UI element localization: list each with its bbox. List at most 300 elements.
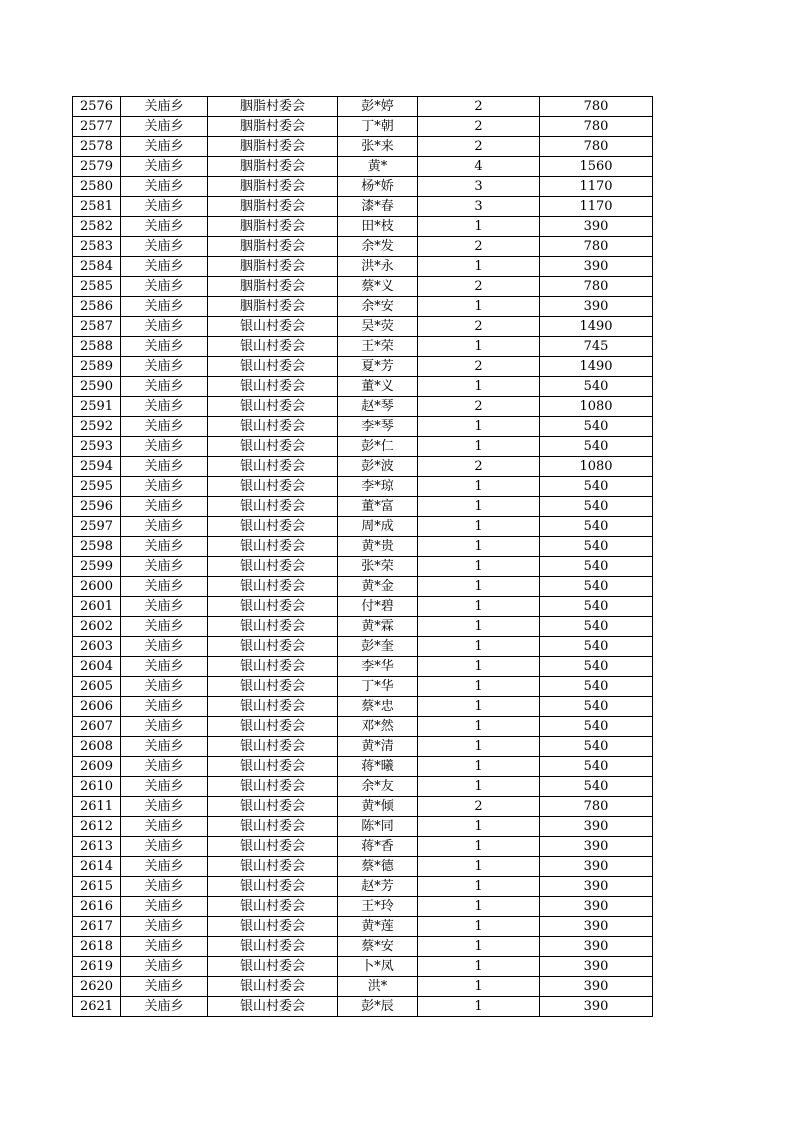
cell-village-committee: 胭脂村委会 xyxy=(208,117,338,137)
cell-amount: 540 xyxy=(540,517,653,537)
cell-count: 1 xyxy=(418,577,540,597)
cell-village-committee: 银山村委会 xyxy=(208,577,338,597)
cell-serial-number: 2603 xyxy=(73,637,121,657)
cell-count: 1 xyxy=(418,837,540,857)
cell-name: 黄*倾 xyxy=(338,797,418,817)
cell-name: 王*荣 xyxy=(338,337,418,357)
cell-serial-number: 2621 xyxy=(73,997,121,1017)
cell-village-committee: 银山村委会 xyxy=(208,857,338,877)
cell-name: 黄* xyxy=(338,157,418,177)
cell-village-committee: 银山村委会 xyxy=(208,897,338,917)
cell-village-committee: 胭脂村委会 xyxy=(208,217,338,237)
cell-village-committee: 银山村委会 xyxy=(208,997,338,1017)
cell-name: 蔡*义 xyxy=(338,277,418,297)
cell-serial-number: 2586 xyxy=(73,297,121,317)
cell-township: 关庙乡 xyxy=(121,957,208,977)
cell-name: 张*荣 xyxy=(338,557,418,577)
cell-township: 关庙乡 xyxy=(121,437,208,457)
table-row xyxy=(73,777,653,797)
cell-township: 关庙乡 xyxy=(121,397,208,417)
cell-serial-number: 2578 xyxy=(73,137,121,157)
cell-village-committee: 银山村委会 xyxy=(208,737,338,757)
table-row xyxy=(73,157,653,177)
cell-serial-number: 2597 xyxy=(73,517,121,537)
cell-village-committee: 胭脂村委会 xyxy=(208,197,338,217)
cell-count: 1 xyxy=(418,257,540,277)
table-row xyxy=(73,737,653,757)
cell-amount: 390 xyxy=(540,897,653,917)
cell-amount: 1080 xyxy=(540,397,653,417)
cell-township: 关庙乡 xyxy=(121,157,208,177)
cell-count: 1 xyxy=(418,377,540,397)
cell-amount: 390 xyxy=(540,857,653,877)
cell-amount: 540 xyxy=(540,437,653,457)
cell-township: 关庙乡 xyxy=(121,897,208,917)
cell-serial-number: 2607 xyxy=(73,717,121,737)
cell-count: 1 xyxy=(418,897,540,917)
table-row xyxy=(73,937,653,957)
cell-name: 王*玲 xyxy=(338,897,418,917)
table-row xyxy=(73,377,653,397)
cell-amount: 1490 xyxy=(540,317,653,337)
cell-count: 1 xyxy=(418,557,540,577)
cell-name: 蔡*忠 xyxy=(338,697,418,717)
cell-serial-number: 2614 xyxy=(73,857,121,877)
cell-count: 2 xyxy=(418,317,540,337)
cell-name: 董*义 xyxy=(338,377,418,397)
cell-village-committee: 银山村委会 xyxy=(208,677,338,697)
cell-amount: 540 xyxy=(540,697,653,717)
cell-serial-number: 2612 xyxy=(73,817,121,837)
cell-count: 1 xyxy=(418,717,540,737)
cell-serial-number: 2619 xyxy=(73,957,121,977)
cell-township: 关庙乡 xyxy=(121,517,208,537)
table-row xyxy=(73,177,653,197)
cell-name: 丁*华 xyxy=(338,677,418,697)
cell-serial-number: 2608 xyxy=(73,737,121,757)
cell-village-committee: 银山村委会 xyxy=(208,717,338,737)
table-row xyxy=(73,357,653,377)
cell-count: 2 xyxy=(418,277,540,297)
cell-village-committee: 银山村委会 xyxy=(208,797,338,817)
cell-township: 关庙乡 xyxy=(121,237,208,257)
cell-village-committee: 银山村委会 xyxy=(208,937,338,957)
cell-name: 黄*清 xyxy=(338,737,418,757)
cell-name: 余*安 xyxy=(338,297,418,317)
cell-amount: 540 xyxy=(540,417,653,437)
data-table xyxy=(72,96,653,1017)
table-row xyxy=(73,97,653,117)
cell-serial-number: 2610 xyxy=(73,777,121,797)
table-row xyxy=(73,797,653,817)
cell-amount: 780 xyxy=(540,97,653,117)
cell-serial-number: 2588 xyxy=(73,337,121,357)
cell-village-committee: 银山村委会 xyxy=(208,637,338,657)
cell-amount: 1170 xyxy=(540,197,653,217)
cell-serial-number: 2615 xyxy=(73,877,121,897)
cell-township: 关庙乡 xyxy=(121,877,208,897)
cell-amount: 390 xyxy=(540,997,653,1017)
cell-serial-number: 2609 xyxy=(73,757,121,777)
cell-township: 关庙乡 xyxy=(121,317,208,337)
cell-name: 赵*芳 xyxy=(338,877,418,897)
cell-township: 关庙乡 xyxy=(121,637,208,657)
cell-name: 洪* xyxy=(338,977,418,997)
cell-serial-number: 2577 xyxy=(73,117,121,137)
table-row xyxy=(73,457,653,477)
cell-count: 1 xyxy=(418,217,540,237)
cell-name: 陈*同 xyxy=(338,817,418,837)
cell-township: 关庙乡 xyxy=(121,937,208,957)
cell-serial-number: 2583 xyxy=(73,237,121,257)
cell-count: 3 xyxy=(418,197,540,217)
cell-amount: 540 xyxy=(540,597,653,617)
cell-name: 蒋*香 xyxy=(338,837,418,857)
cell-amount: 540 xyxy=(540,677,653,697)
table-row xyxy=(73,417,653,437)
cell-name: 余*发 xyxy=(338,237,418,257)
cell-count: 1 xyxy=(418,757,540,777)
cell-village-committee: 银山村委会 xyxy=(208,957,338,977)
cell-village-committee: 胭脂村委会 xyxy=(208,257,338,277)
cell-village-committee: 银山村委会 xyxy=(208,517,338,537)
cell-village-committee: 银山村委会 xyxy=(208,417,338,437)
table-row xyxy=(73,257,653,277)
cell-count: 1 xyxy=(418,857,540,877)
table-body xyxy=(73,97,653,1017)
cell-amount: 1490 xyxy=(540,357,653,377)
table-row xyxy=(73,997,653,1017)
cell-serial-number: 2594 xyxy=(73,457,121,477)
cell-serial-number: 2618 xyxy=(73,937,121,957)
cell-village-committee: 胭脂村委会 xyxy=(208,177,338,197)
cell-amount: 540 xyxy=(540,617,653,637)
cell-amount: 780 xyxy=(540,117,653,137)
cell-village-committee: 银山村委会 xyxy=(208,477,338,497)
cell-name: 黄*霖 xyxy=(338,617,418,637)
cell-count: 1 xyxy=(418,657,540,677)
cell-name: 董*富 xyxy=(338,497,418,517)
cell-count: 2 xyxy=(418,137,540,157)
cell-count: 1 xyxy=(418,937,540,957)
cell-count: 1 xyxy=(418,977,540,997)
cell-serial-number: 2604 xyxy=(73,657,121,677)
cell-village-committee: 银山村委会 xyxy=(208,597,338,617)
cell-township: 关庙乡 xyxy=(121,557,208,577)
cell-serial-number: 2576 xyxy=(73,97,121,117)
cell-serial-number: 2590 xyxy=(73,377,121,397)
cell-amount: 540 xyxy=(540,637,653,657)
cell-amount: 540 xyxy=(540,477,653,497)
table-row xyxy=(73,977,653,997)
cell-serial-number: 2600 xyxy=(73,577,121,597)
cell-village-committee: 银山村委会 xyxy=(208,457,338,477)
table-row xyxy=(73,497,653,517)
cell-count: 1 xyxy=(418,537,540,557)
cell-name: 付*碧 xyxy=(338,597,418,617)
cell-count: 1 xyxy=(418,617,540,637)
table-row xyxy=(73,817,653,837)
cell-serial-number: 2602 xyxy=(73,617,121,637)
cell-count: 1 xyxy=(418,817,540,837)
cell-township: 关庙乡 xyxy=(121,97,208,117)
cell-count: 1 xyxy=(418,697,540,717)
data-table-container xyxy=(72,96,653,1017)
cell-name: 李*华 xyxy=(338,657,418,677)
cell-village-committee: 银山村委会 xyxy=(208,337,338,357)
cell-village-committee: 银山村委会 xyxy=(208,537,338,557)
cell-serial-number: 2611 xyxy=(73,797,121,817)
cell-name: 余*友 xyxy=(338,777,418,797)
cell-count: 1 xyxy=(418,597,540,617)
cell-serial-number: 2581 xyxy=(73,197,121,217)
table-row xyxy=(73,537,653,557)
cell-village-committee: 银山村委会 xyxy=(208,697,338,717)
cell-name: 黄*金 xyxy=(338,577,418,597)
cell-count: 2 xyxy=(418,97,540,117)
cell-amount: 390 xyxy=(540,217,653,237)
cell-count: 1 xyxy=(418,437,540,457)
cell-village-committee: 胭脂村委会 xyxy=(208,97,338,117)
table-row xyxy=(73,137,653,157)
cell-count: 1 xyxy=(418,637,540,657)
cell-count: 1 xyxy=(418,497,540,517)
cell-township: 关庙乡 xyxy=(121,217,208,237)
cell-village-committee: 银山村委会 xyxy=(208,817,338,837)
table-row xyxy=(73,277,653,297)
cell-amount: 540 xyxy=(540,497,653,517)
table-row xyxy=(73,717,653,737)
table-row xyxy=(73,217,653,237)
table-row xyxy=(73,677,653,697)
table-row xyxy=(73,517,653,537)
cell-name: 卜*凤 xyxy=(338,957,418,977)
cell-count: 1 xyxy=(418,777,540,797)
cell-serial-number: 2620 xyxy=(73,977,121,997)
cell-amount: 1170 xyxy=(540,177,653,197)
cell-township: 关庙乡 xyxy=(121,117,208,137)
cell-name: 李*琴 xyxy=(338,417,418,437)
table-row xyxy=(73,657,653,677)
table-row xyxy=(73,317,653,337)
table-row xyxy=(73,697,653,717)
cell-township: 关庙乡 xyxy=(121,977,208,997)
cell-count: 2 xyxy=(418,237,540,257)
cell-count: 1 xyxy=(418,957,540,977)
table-row xyxy=(73,837,653,857)
cell-village-committee: 胭脂村委会 xyxy=(208,277,338,297)
cell-village-committee: 银山村委会 xyxy=(208,377,338,397)
cell-township: 关庙乡 xyxy=(121,357,208,377)
cell-village-committee: 银山村委会 xyxy=(208,357,338,377)
cell-amount: 540 xyxy=(540,537,653,557)
cell-township: 关庙乡 xyxy=(121,757,208,777)
cell-serial-number: 2579 xyxy=(73,157,121,177)
cell-township: 关庙乡 xyxy=(121,617,208,637)
cell-count: 1 xyxy=(418,677,540,697)
cell-township: 关庙乡 xyxy=(121,777,208,797)
table-row xyxy=(73,857,653,877)
cell-village-committee: 银山村委会 xyxy=(208,757,338,777)
cell-serial-number: 2599 xyxy=(73,557,121,577)
table-row xyxy=(73,877,653,897)
cell-amount: 780 xyxy=(540,277,653,297)
cell-amount: 390 xyxy=(540,957,653,977)
cell-village-committee: 银山村委会 xyxy=(208,657,338,677)
cell-township: 关庙乡 xyxy=(121,257,208,277)
cell-serial-number: 2606 xyxy=(73,697,121,717)
cell-serial-number: 2591 xyxy=(73,397,121,417)
cell-name: 黄*贵 xyxy=(338,537,418,557)
cell-serial-number: 2605 xyxy=(73,677,121,697)
cell-township: 关庙乡 xyxy=(121,337,208,357)
table-row xyxy=(73,957,653,977)
cell-township: 关庙乡 xyxy=(121,477,208,497)
cell-name: 赵*琴 xyxy=(338,397,418,417)
cell-amount: 780 xyxy=(540,237,653,257)
table-row xyxy=(73,237,653,257)
cell-amount: 390 xyxy=(540,917,653,937)
cell-serial-number: 2601 xyxy=(73,597,121,617)
cell-serial-number: 2616 xyxy=(73,897,121,917)
cell-count: 2 xyxy=(418,117,540,137)
cell-amount: 390 xyxy=(540,937,653,957)
cell-amount: 1560 xyxy=(540,157,653,177)
cell-township: 关庙乡 xyxy=(121,737,208,757)
table-row xyxy=(73,117,653,137)
cell-count: 1 xyxy=(418,417,540,437)
cell-count: 1 xyxy=(418,997,540,1017)
cell-name: 田*枝 xyxy=(338,217,418,237)
cell-name: 周*成 xyxy=(338,517,418,537)
cell-count: 1 xyxy=(418,297,540,317)
cell-amount: 540 xyxy=(540,377,653,397)
cell-serial-number: 2595 xyxy=(73,477,121,497)
cell-village-committee: 银山村委会 xyxy=(208,917,338,937)
cell-township: 关庙乡 xyxy=(121,677,208,697)
cell-amount: 745 xyxy=(540,337,653,357)
cell-name: 黄*莲 xyxy=(338,917,418,937)
cell-count: 1 xyxy=(418,477,540,497)
table-row xyxy=(73,397,653,417)
cell-count: 4 xyxy=(418,157,540,177)
cell-township: 关庙乡 xyxy=(121,277,208,297)
cell-amount: 390 xyxy=(540,977,653,997)
cell-amount: 780 xyxy=(540,137,653,157)
cell-township: 关庙乡 xyxy=(121,997,208,1017)
cell-township: 关庙乡 xyxy=(121,577,208,597)
cell-name: 夏*芳 xyxy=(338,357,418,377)
cell-township: 关庙乡 xyxy=(121,797,208,817)
cell-amount: 390 xyxy=(540,817,653,837)
table-row xyxy=(73,577,653,597)
cell-count: 1 xyxy=(418,917,540,937)
cell-township: 关庙乡 xyxy=(121,137,208,157)
cell-name: 杨*娇 xyxy=(338,177,418,197)
table-row xyxy=(73,757,653,777)
table-row xyxy=(73,477,653,497)
cell-name: 邓*然 xyxy=(338,717,418,737)
cell-serial-number: 2587 xyxy=(73,317,121,337)
cell-amount: 540 xyxy=(540,777,653,797)
table-row xyxy=(73,617,653,637)
cell-count: 3 xyxy=(418,177,540,197)
cell-amount: 780 xyxy=(540,797,653,817)
cell-amount: 540 xyxy=(540,657,653,677)
cell-name: 蒋*曦 xyxy=(338,757,418,777)
cell-name: 蔡*德 xyxy=(338,857,418,877)
table-row xyxy=(73,597,653,617)
cell-name: 吴*荧 xyxy=(338,317,418,337)
cell-count: 2 xyxy=(418,457,540,477)
cell-name: 漆*春 xyxy=(338,197,418,217)
table-row xyxy=(73,437,653,457)
cell-village-committee: 银山村委会 xyxy=(208,777,338,797)
cell-township: 关庙乡 xyxy=(121,297,208,317)
cell-village-committee: 胭脂村委会 xyxy=(208,137,338,157)
cell-township: 关庙乡 xyxy=(121,917,208,937)
cell-amount: 390 xyxy=(540,837,653,857)
cell-amount: 390 xyxy=(540,297,653,317)
cell-village-committee: 银山村委会 xyxy=(208,977,338,997)
cell-serial-number: 2617 xyxy=(73,917,121,937)
cell-township: 关庙乡 xyxy=(121,537,208,557)
cell-serial-number: 2584 xyxy=(73,257,121,277)
cell-name: 张*来 xyxy=(338,137,418,157)
cell-township: 关庙乡 xyxy=(121,697,208,717)
cell-township: 关庙乡 xyxy=(121,457,208,477)
table-row xyxy=(73,197,653,217)
cell-name: 李*琼 xyxy=(338,477,418,497)
cell-township: 关庙乡 xyxy=(121,377,208,397)
table-row xyxy=(73,637,653,657)
cell-serial-number: 2585 xyxy=(73,277,121,297)
cell-name: 彭*仁 xyxy=(338,437,418,457)
cell-name: 洪*永 xyxy=(338,257,418,277)
cell-village-committee: 胭脂村委会 xyxy=(208,157,338,177)
cell-serial-number: 2582 xyxy=(73,217,121,237)
table-row xyxy=(73,337,653,357)
cell-village-committee: 胭脂村委会 xyxy=(208,237,338,257)
cell-count: 1 xyxy=(418,337,540,357)
cell-amount: 390 xyxy=(540,877,653,897)
cell-township: 关庙乡 xyxy=(121,837,208,857)
cell-township: 关庙乡 xyxy=(121,197,208,217)
cell-amount: 390 xyxy=(540,257,653,277)
cell-township: 关庙乡 xyxy=(121,817,208,837)
cell-village-committee: 银山村委会 xyxy=(208,877,338,897)
cell-amount: 540 xyxy=(540,717,653,737)
cell-name: 彭*波 xyxy=(338,457,418,477)
cell-village-committee: 银山村委会 xyxy=(208,397,338,417)
cell-name: 彭*奎 xyxy=(338,637,418,657)
cell-serial-number: 2593 xyxy=(73,437,121,457)
cell-serial-number: 2596 xyxy=(73,497,121,517)
cell-township: 关庙乡 xyxy=(121,857,208,877)
table-row xyxy=(73,897,653,917)
cell-count: 2 xyxy=(418,357,540,377)
cell-count: 1 xyxy=(418,877,540,897)
cell-township: 关庙乡 xyxy=(121,497,208,517)
cell-serial-number: 2580 xyxy=(73,177,121,197)
cell-township: 关庙乡 xyxy=(121,597,208,617)
cell-name: 彭*辰 xyxy=(338,997,418,1017)
cell-count: 2 xyxy=(418,397,540,417)
cell-serial-number: 2592 xyxy=(73,417,121,437)
cell-township: 关庙乡 xyxy=(121,657,208,677)
cell-amount: 540 xyxy=(540,737,653,757)
cell-amount: 540 xyxy=(540,757,653,777)
